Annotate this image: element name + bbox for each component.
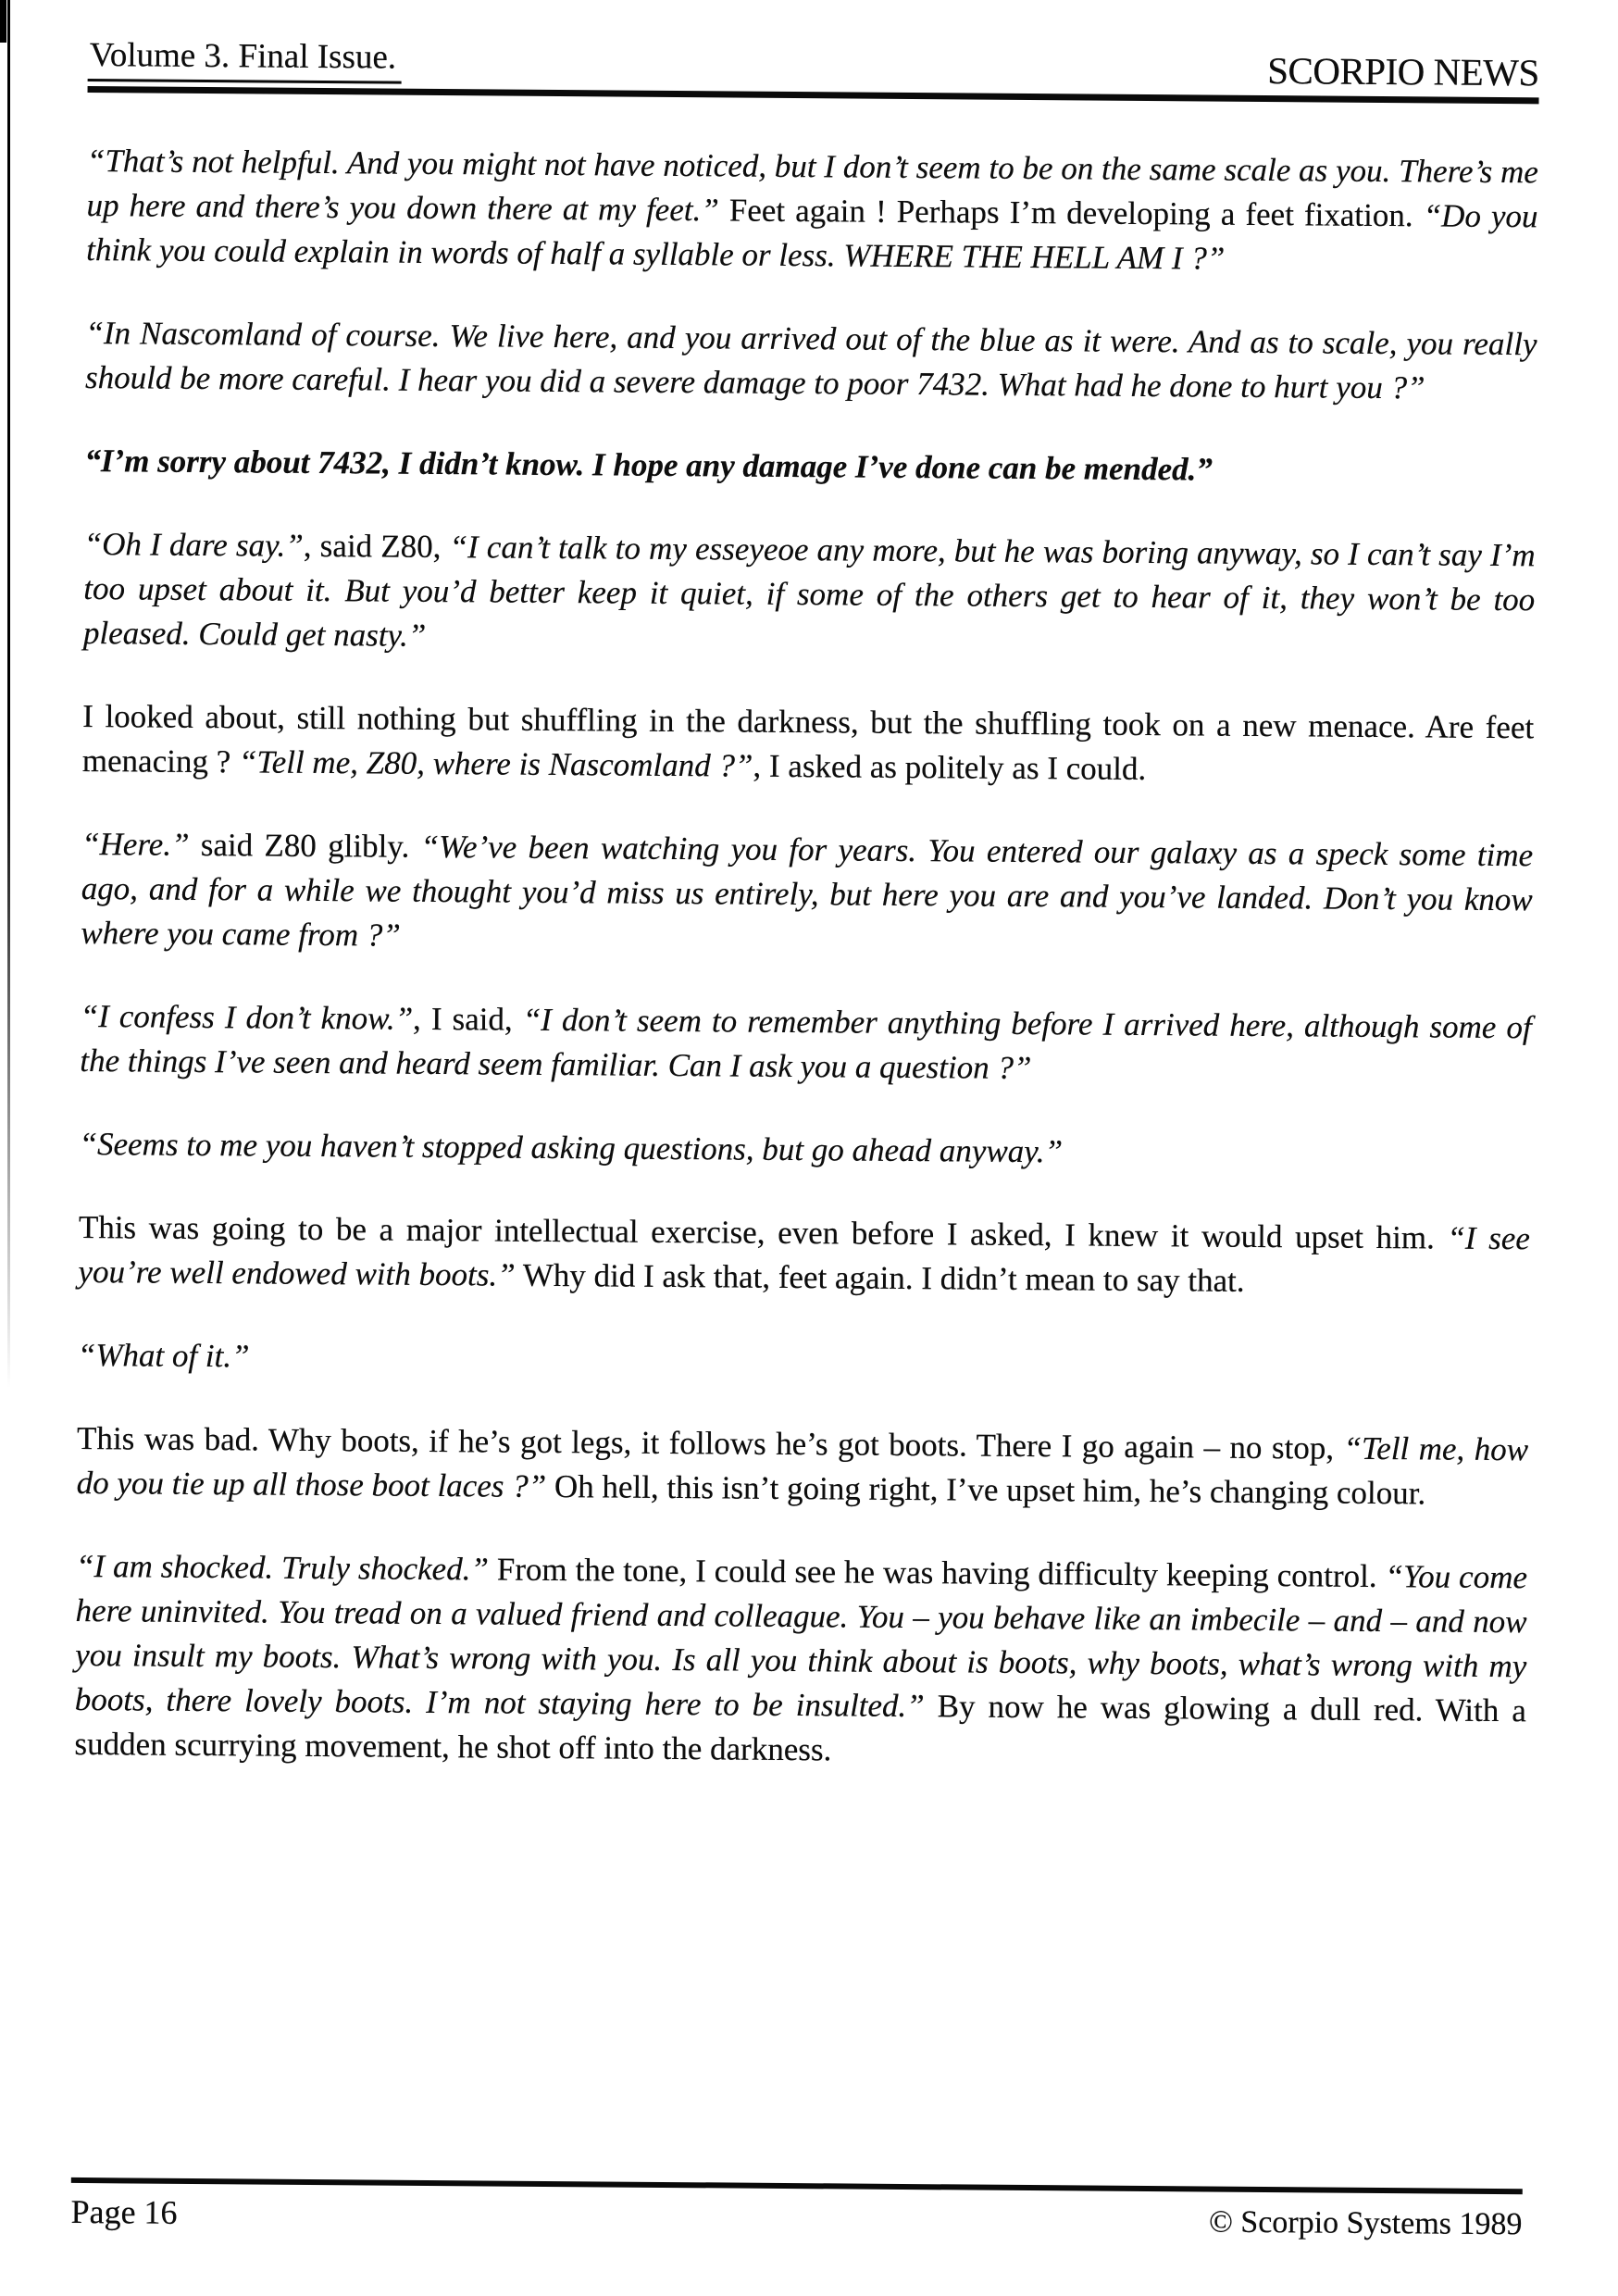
story-paragraph [80,994,1532,1094]
text-segment: This was bad. Why boots, if he’s got legs, it follows he’s got boots. There I go again – no stop, [76,1419,1344,1466]
story-paragraph [81,822,1533,967]
text-segment: “In Nascomland of course. We live here, and you arrived out of the blue as it were. And as to scale, you really should be more careful. I hear you did a severe damage to poor 7432. What had he done to hurt you ?” [84,314,1537,406]
text-segment: “Tell me, how do you tie up all those boot laces ?” [76,1429,1529,1504]
story-paragraph [78,1205,1530,1305]
story-paragraph [84,439,1536,494]
text-segment: “I am shocked. Truly shocked.” [75,1547,490,1588]
story-paragraph [78,1333,1529,1389]
header-publication-title: SCORPIO NEWS [1267,48,1539,94]
text-segment: , I asked as politely as I could. [753,747,1147,787]
text-segment: “You come here uninvited. You tread on a valued friend and colleague. You – you behave like an imbecile – and – and now you insult my boots. What’s wrong with you. Is all you think about is boots, why boots, what’s wrong with my boots, there lovely boots. I’m not staying here to be insulted.” [74,1557,1528,1724]
page-footer [70,2177,1522,2242]
text-segment: Feet again ! Perhaps I’m developing a feet fixation. [718,192,1424,234]
scan-artifact-left-edge [7,0,10,1389]
text-segment: “I’m sorry about 7432, I didn’t know. I hope any damage I’ve done can be mended.” [84,442,1214,488]
page-number: Page 16 [70,2192,178,2231]
text-segment: “Here.” [81,825,190,863]
scan-artifact-corner [0,0,6,43]
text-segment: , said Z80, [303,527,450,565]
text-segment: “What of it.” [77,1336,250,1375]
text-segment: , I said, [412,1000,523,1038]
text-segment: “Seems to me you haven’t stopped asking questions, but go ahead anyway.” [79,1125,1064,1169]
text-segment: “Do you think you could explain in words of half a syllable or less. WHERE THE HELL AM I ?” [86,197,1538,277]
story-paragraph [83,522,1536,667]
text-segment: “Tell me, Z80, where is Nascomland ?” [238,742,753,784]
story-paragraph [86,139,1538,283]
text-segment: From the tone, I could see he was having difficulty keeping control. [488,1551,1386,1594]
text-segment: “I see you’re well endowed with boots.” [78,1219,1531,1293]
story [74,139,1538,1778]
story-paragraph [74,1544,1527,1778]
text-segment: This was going to be a major intellectual exercise, even before I asked, I knew it would upset him. [78,1208,1448,1256]
page-content [70,37,1539,2270]
header-volume-label: Volume 3. Final Issue. [88,37,403,83]
story-paragraph [85,311,1537,411]
text-segment: said Z80 glibly. [189,826,421,865]
copyright-notice: © Scorpio Systems 1989 [1208,2204,1523,2242]
text-segment: Oh hell, this isn’t going right, I’ve upset him, he’s changing colour. [546,1467,1426,1512]
text-segment: “Oh I dare say.” [83,525,305,564]
text-segment: “That’s not helpful. And you might not have noticed, but I don’t seem to be on the same scale as you. There’s me up here and there’s you down there at my feet.” [86,142,1539,229]
text-segment: “We’ve been watching you for years. You entered our galaxy as a speck some time ago, and for a while we thought you’d miss us entirely, but here you are and you’ve landed. Don’t you know where you came from ?” [81,828,1534,954]
text-segment: I looked about, still nothing but shuffling in the darkness, but the shuffling took on a new menace. Are feet menacing ? [81,697,1535,780]
page-header [88,37,1539,104]
text-segment: “I confess I don’t know.” [80,997,414,1037]
text-segment: By now he was glowing a dull red. With a sudden scurrying movement, he shot off into the darkness. [74,1687,1527,1768]
text-segment: “I can’t talk to my esseyeoe any more, but he was boring anyway, so I can’t say I’m too upset about it. But you’d better keep it quiet, if some of the others get to hear of it, they won’t be too pleased. Could get nasty.” [82,528,1536,654]
text-segment: “I don’t seem to remember anything before I arrived here, although some of the things I’ve seen and heard seem familiar. Can I ask you a question ?” [80,1001,1532,1086]
story-paragraph [82,694,1535,794]
text-segment: Why did I ask that, feet again. I didn’t mean to say that. [515,1256,1245,1299]
story-paragraph [79,1122,1530,1178]
story-paragraph [77,1416,1529,1516]
